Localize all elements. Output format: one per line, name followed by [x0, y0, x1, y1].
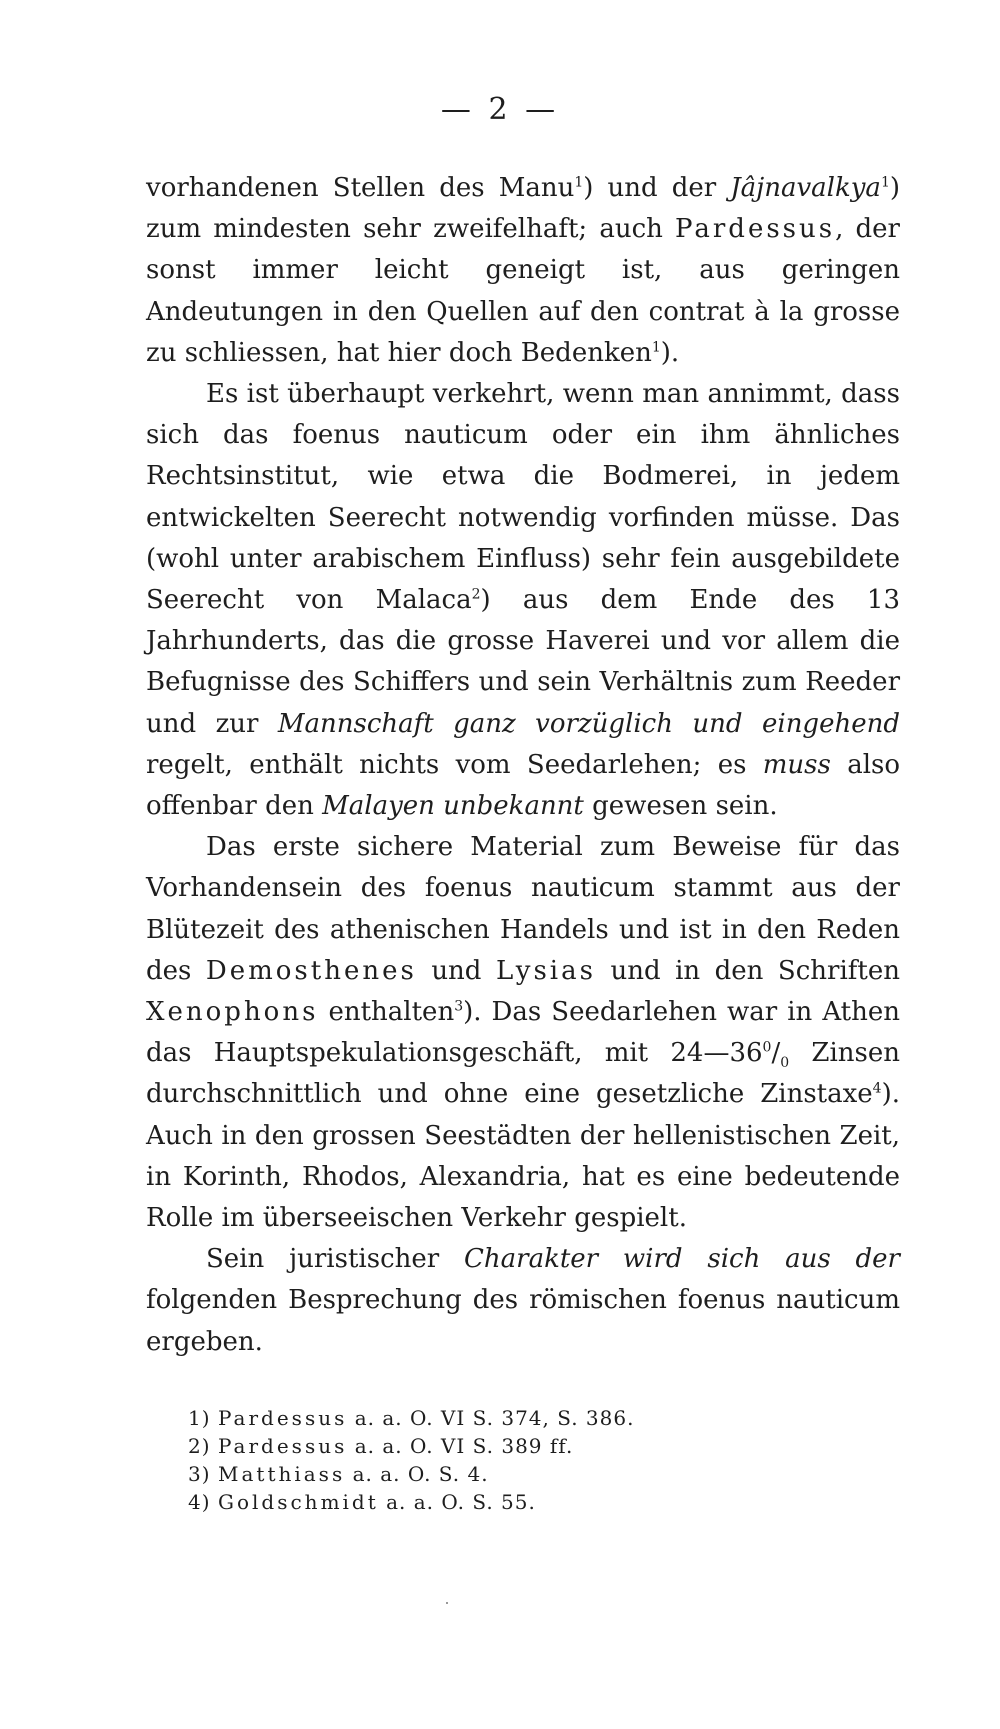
footnote-reference: a. a. O. VI S. 389 ff. — [347, 1434, 574, 1458]
footnote-number: 1) — [188, 1406, 211, 1430]
text-run: also offenbar den — [146, 749, 901, 822]
body-text — [146, 168, 900, 1363]
text-run: Zinsen durchschnittlich und ohne eine gesetzliche Zinstaxe — [146, 1038, 900, 1110]
footnote-reference: a. a. O. VI S. 374, S. 386. — [347, 1406, 635, 1430]
text-run: vorhandenen Stellen des Manu — [146, 173, 575, 203]
text-run: enthalten — [318, 997, 455, 1028]
text-run: ). Auch in den grossen Seestädten der hellenistischen Zeit, in Korinth, Rhodos, Alexandria, hat es eine bedeutende Rolle im überseeischen Verkehr gespielt. — [146, 1079, 900, 1234]
author-name: Demosthenes — [205, 955, 417, 986]
footnote — [188, 1488, 888, 1516]
footnote-reference: a. a. O. S. 55. — [378, 1490, 536, 1514]
author-name: Xenophons — [146, 997, 319, 1028]
footnote-ref: 1 — [574, 174, 584, 191]
text-run: Es ist überhaupt verkehrt, wenn man annimmt, dass sich das foenus nauticum oder ein ihm ähnliches Rechtsinstitut, wie etwa die Bodmerei, in jedem entwickelten Seerecht notwendig vorfinden müsse. Das (wohl unter arabischem Einfluss) sehr fein ausgebildete Seerecht von Malaca — [146, 379, 900, 616]
paragraph-4 — [146, 1239, 900, 1363]
text-run: ) zum mindesten sehr zweifelhaft; auch — [146, 173, 901, 245]
paragraph-1 — [146, 168, 900, 374]
text-run: , der sonst immer leicht geneigt ist, aus geringen Andeutungen in den Quellen auf den contrat à la grosse zu schliessen, hat hier doch Bedenken — [146, 214, 900, 368]
footnote-number: 3) — [188, 1462, 211, 1486]
paragraph-3 — [146, 827, 900, 1239]
footnote-ref: 2 — [471, 586, 481, 603]
footnote — [188, 1460, 888, 1488]
text-run: gewesen sein. — [583, 791, 778, 822]
text-run: ). Das Seedarlehen war in Athen das Hauptspekulationsgeschäft, mit 24—36 — [146, 997, 900, 1069]
page-number: — 2 — — [440, 92, 560, 127]
author-name: Pardessus — [675, 214, 836, 245]
italic-text: muss — [762, 749, 831, 780]
footnote-ref: 3 — [454, 998, 464, 1015]
footnote-reference: a. a. O. S. 4. — [345, 1462, 489, 1486]
percent-sup: 0 — [762, 1039, 772, 1056]
footnote-author: Matthiass — [218, 1462, 346, 1486]
percent-slash: / — [771, 1038, 781, 1069]
italic-text: Mannschaft ganz vorzüglich und eingehend — [277, 708, 900, 739]
footnote — [188, 1404, 888, 1432]
percent-sub: 0 — [780, 1055, 790, 1072]
text-run: regelt, enthält nichts vom Seedarlehen; es — [146, 749, 763, 780]
italic-text: Malayen unbekannt — [322, 791, 584, 822]
text-run: Sein juristischer — [206, 1244, 464, 1275]
paragraph-2 — [146, 374, 900, 827]
footnote-ref: 4 — [872, 1080, 882, 1097]
text-run: und — [416, 955, 496, 986]
footnote — [188, 1432, 888, 1460]
scan-speck — [446, 1602, 448, 1604]
italic-text: Jâjnavalkya — [730, 173, 881, 203]
italic-text: Charakter wird sich aus der — [464, 1244, 900, 1275]
footnotes — [188, 1404, 888, 1516]
text-run: Das erste sichere Material zum Beweise für das Vorhandensein des foenus nauticum stammt aus der Blütezeit des athenischen Handels und ist in den Reden des — [146, 832, 900, 986]
footnote-author: Goldschmidt — [218, 1490, 379, 1514]
author-name: Lysias — [495, 955, 596, 986]
footnote-author: Pardessus — [218, 1406, 348, 1430]
text-run: ). — [660, 337, 680, 368]
footnote-number: 4) — [188, 1490, 211, 1514]
footnote-ref: 1 — [880, 174, 890, 191]
text-run: folgenden Besprechung des römischen foenus nauticum ergeben. — [146, 1285, 900, 1357]
text-run: und in den Schriften — [595, 955, 900, 986]
footnote-author: Pardessus — [218, 1434, 348, 1458]
text-run: ) und der — [583, 173, 731, 203]
footnote-number: 2) — [188, 1434, 211, 1458]
footnote-ref: 1 — [651, 339, 661, 356]
text-run: ) aus dem Ende des 13 Jahrhunderts, das die grosse Haverei und vor allem die Befugnisse des Schiffers und sein Verhältnis zum Reeder und zur — [146, 585, 900, 739]
